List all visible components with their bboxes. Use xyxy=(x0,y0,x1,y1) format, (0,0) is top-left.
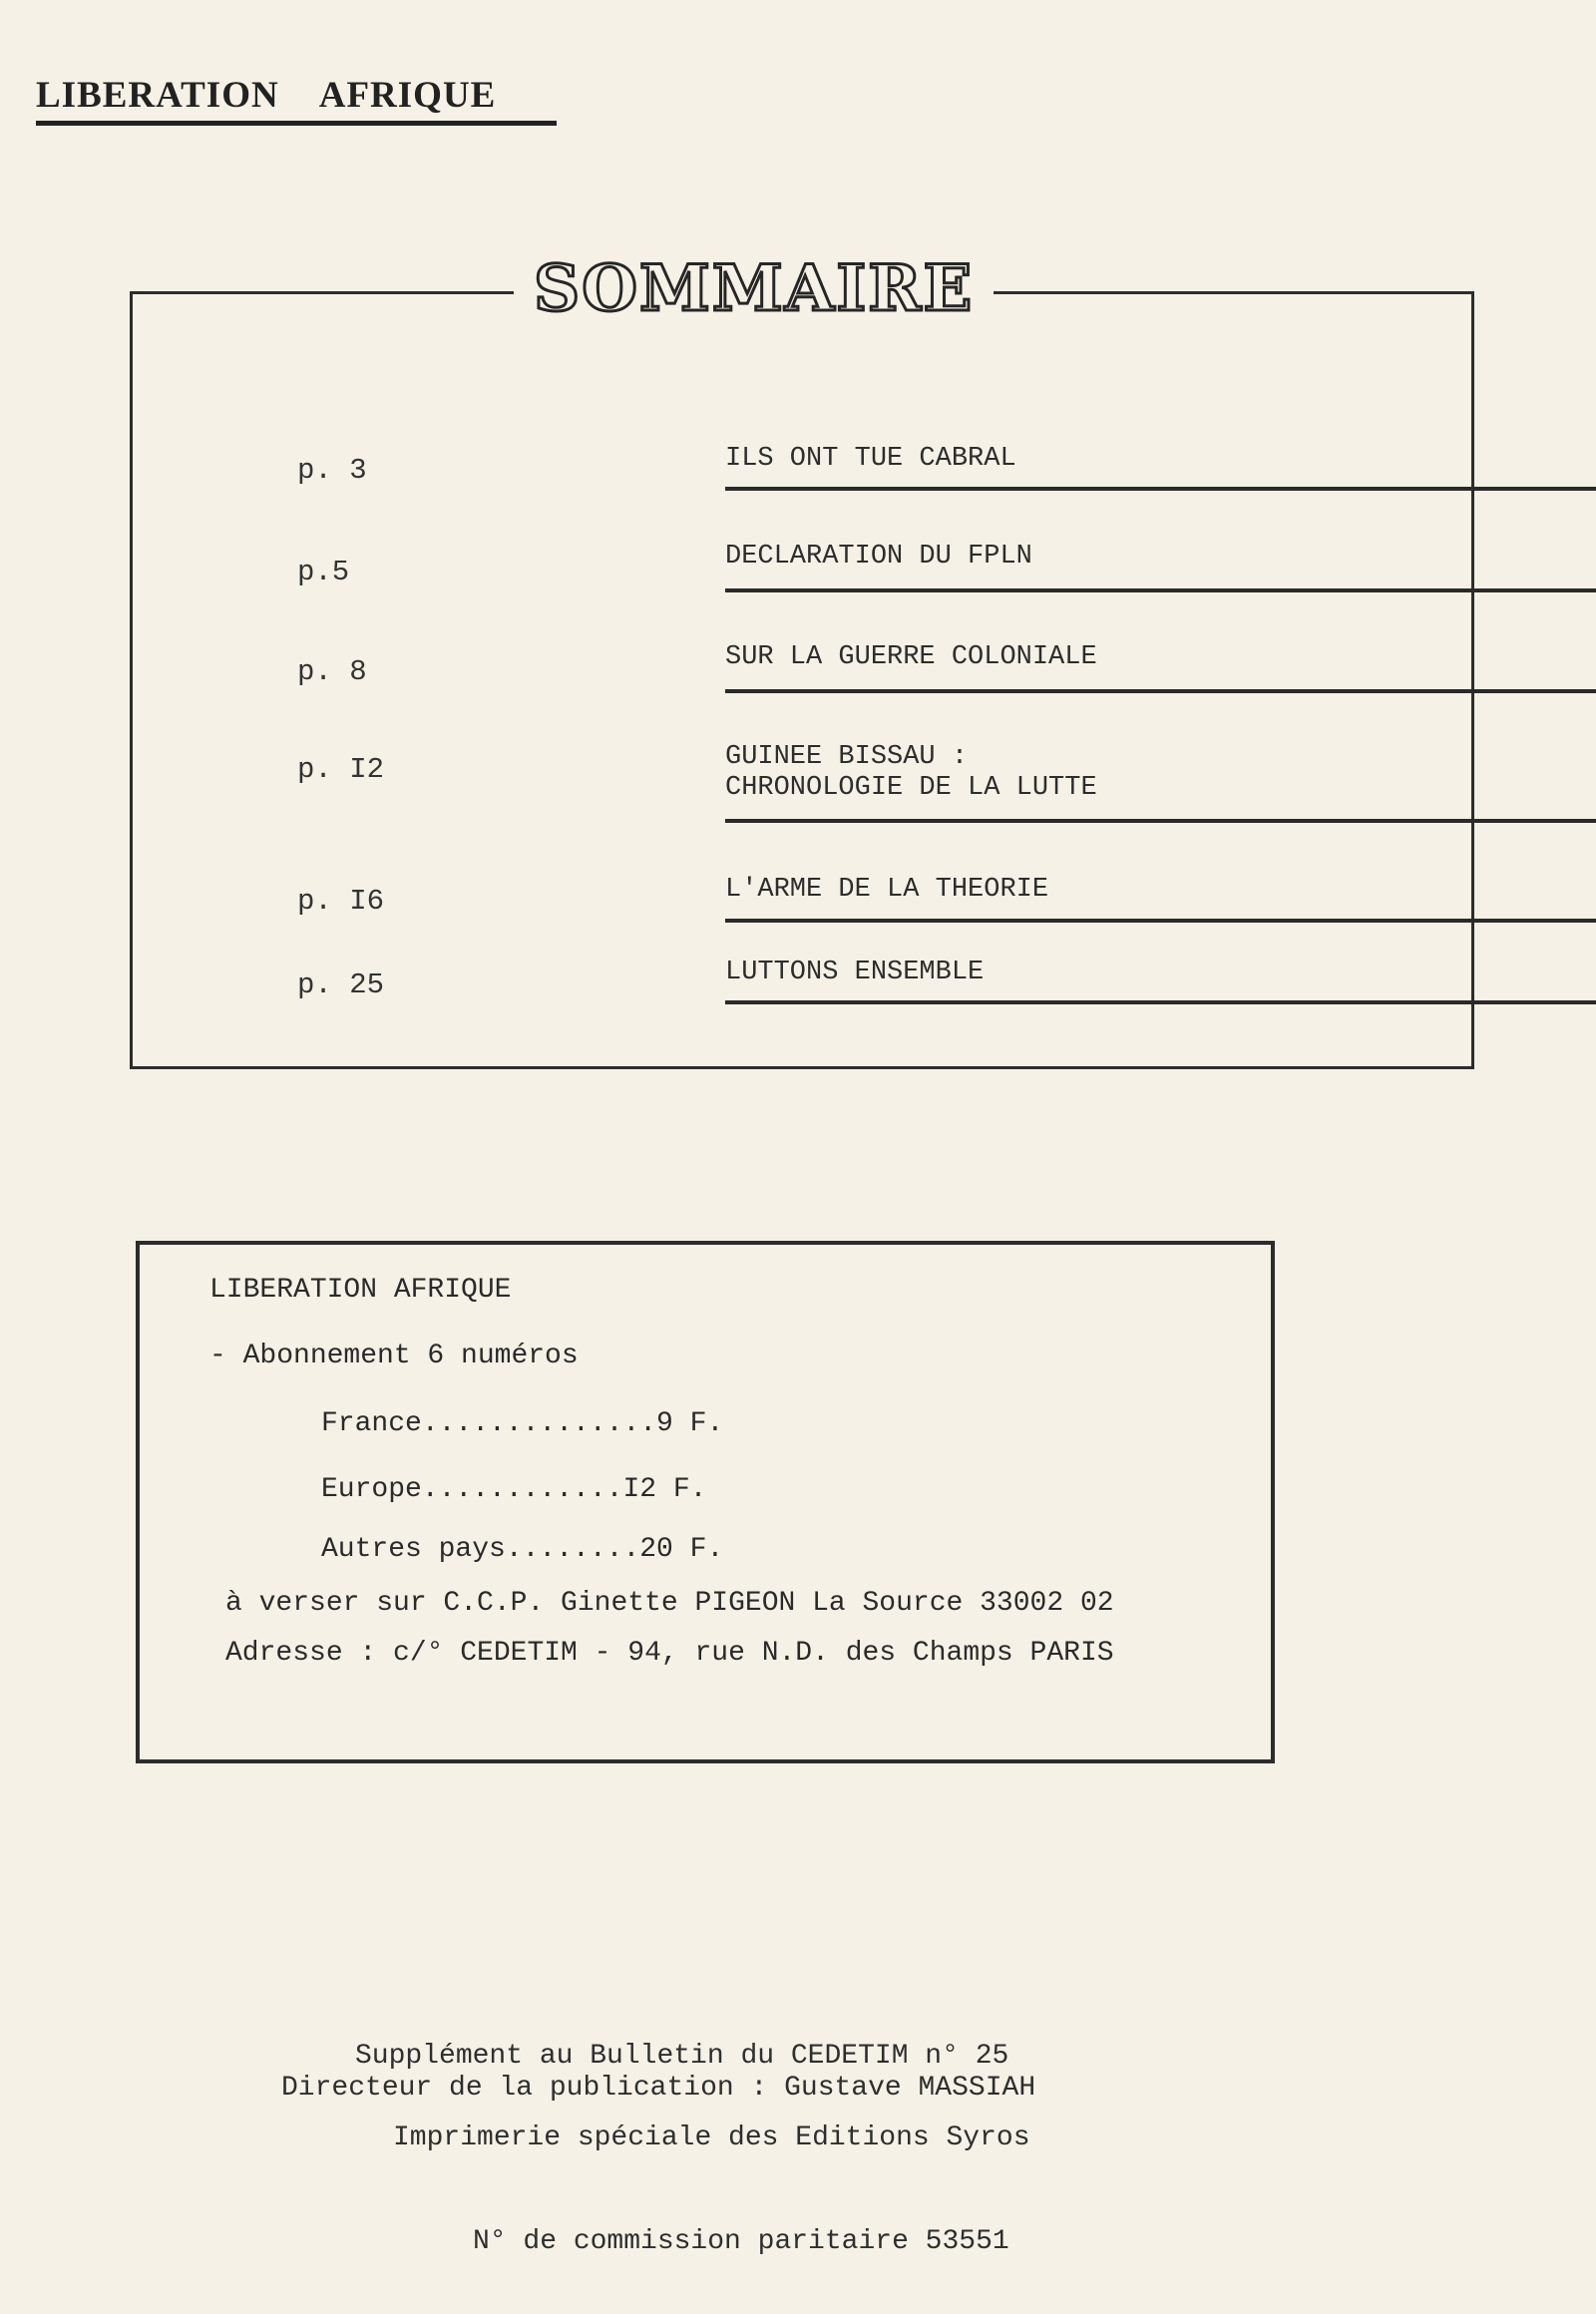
toc-page-number: p. I2 xyxy=(297,753,385,786)
toc-entry-title: SUR LA GUERRE COLONIALE xyxy=(725,642,1097,672)
masthead xyxy=(36,74,496,117)
toc-entry-rule xyxy=(725,919,1596,923)
toc-page-number: p. 25 xyxy=(297,968,385,1001)
toc-page-number: p. I6 xyxy=(297,885,385,918)
toc-page-number: p. 8 xyxy=(297,655,367,688)
masthead-word-2: AFRIQUE xyxy=(318,75,497,116)
toc-entry-title: L'ARME DE LA THEORIE xyxy=(725,875,1049,905)
commission-number: N° de commission paritaire 53551 xyxy=(473,2226,1009,2257)
price-line-other: Autres pays........20 F. xyxy=(321,1534,724,1565)
toc-entry-title: ILS ONT TUE CABRAL xyxy=(725,444,1016,474)
postal-address: Adresse : c/° CEDETIM - 94, rue N.D. des Champs PARIS xyxy=(225,1638,1114,1669)
toc-entry-rule xyxy=(725,1000,1596,1004)
toc-entry-rule xyxy=(725,689,1596,693)
toc-entry-rule xyxy=(725,588,1596,592)
masthead-word-1: LIBERATION xyxy=(36,75,279,116)
table-of-contents-box xyxy=(130,291,1474,1069)
supplement-note: Supplément au Bulletin du CEDETIM n° 25 xyxy=(355,2041,1009,2072)
toc-entry-title: DECLARATION DU FPLN xyxy=(725,542,1032,572)
printer-note: Imprimerie spéciale des Editions Syros xyxy=(393,2122,1030,2153)
subscription-offer: - Abonnement 6 numéros xyxy=(209,1341,579,1371)
price-line-europe: Europe............I2 F. xyxy=(321,1474,707,1505)
subscription-heading: LIBERATION AFRIQUE xyxy=(209,1275,512,1306)
subscription-box xyxy=(136,1241,1275,1763)
toc-page-number: p. 3 xyxy=(297,454,367,487)
masthead-underline xyxy=(36,121,557,126)
price-line-france: France..............9 F. xyxy=(321,1408,724,1439)
sommaire-heading: SOMMAIRE xyxy=(514,251,994,327)
toc-entry-rule xyxy=(725,487,1596,491)
toc-entry-rule xyxy=(725,819,1596,823)
publication-director: Directeur de la publication : Gustave MASSIAH xyxy=(281,2073,1036,2104)
toc-entry-title: LUTTONS ENSEMBLE xyxy=(725,958,985,987)
toc-entry-title: GUINEE BISSAU : CHRONOLOGIE DE LA LUTTE xyxy=(725,742,1097,803)
payment-instructions: à verser sur C.C.P. Ginette PIGEON La Source 33002 02 xyxy=(225,1588,1114,1619)
toc-page-number: p.5 xyxy=(297,556,350,588)
